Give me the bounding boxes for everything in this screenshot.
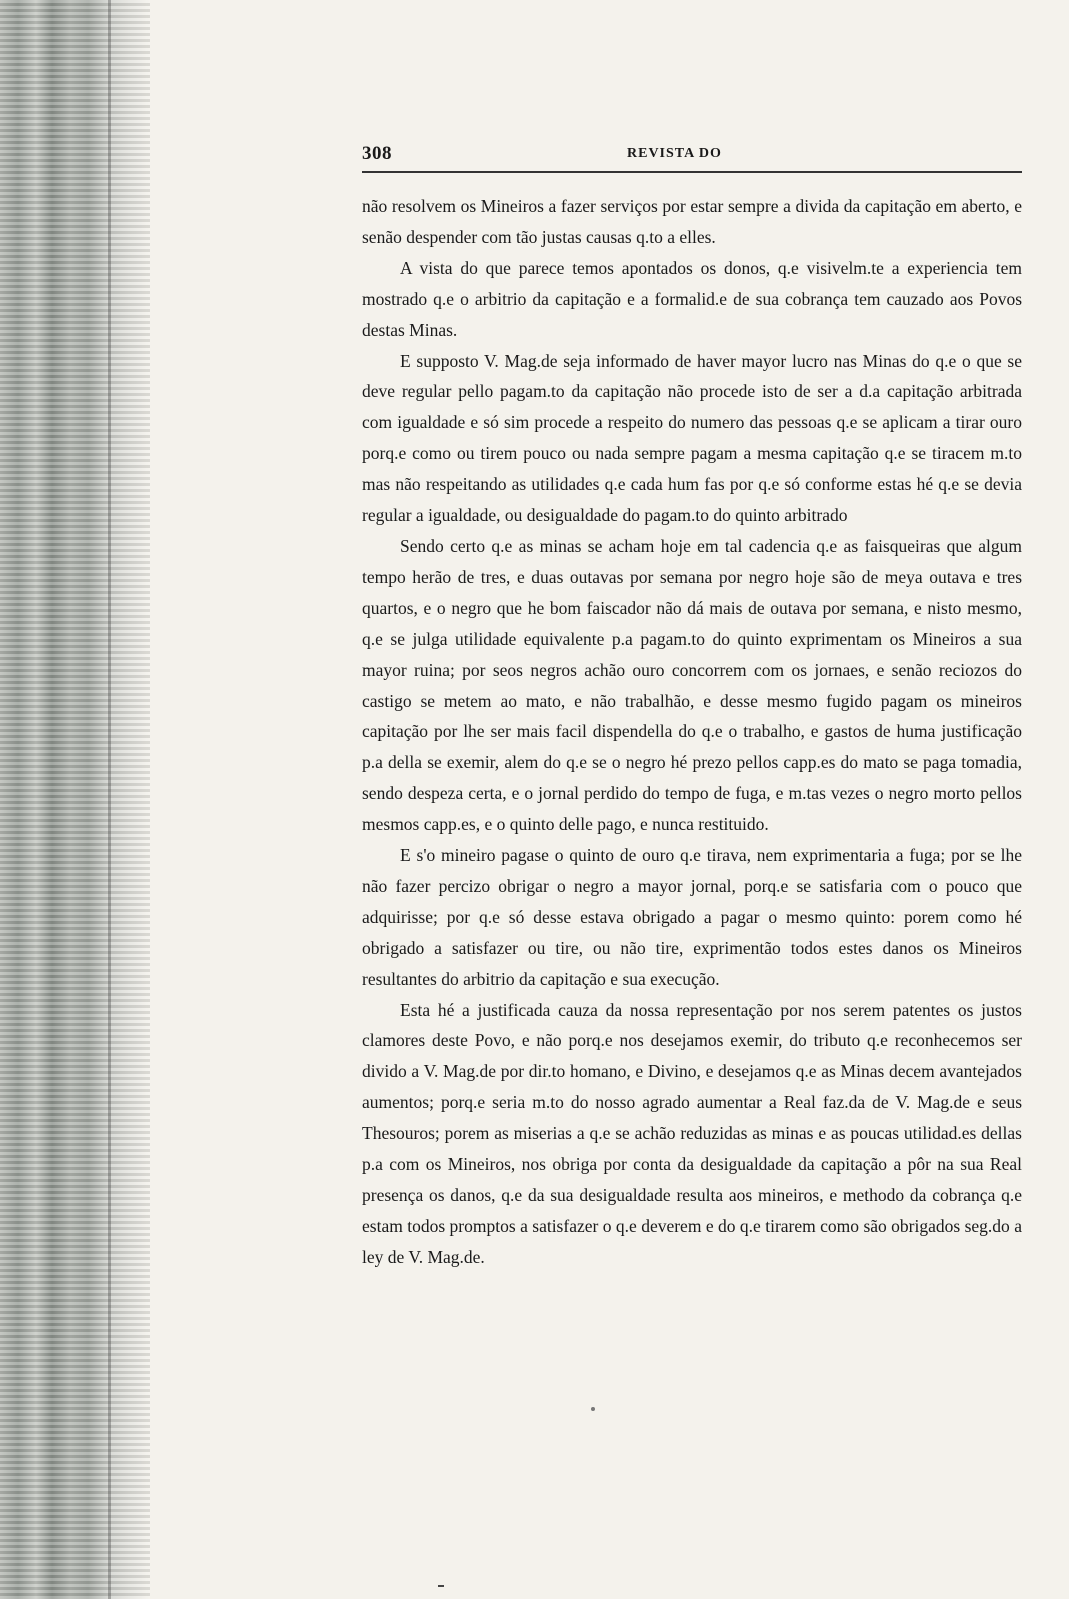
- paragraph: Esta hé a justificada cauza da nossa representação por nos serem patentes os justos clamores deste Povo, e não porq.e nos desejamos exemir, do tributo q.e reconhecemos ser divido a V. Mag.de por dir.to homano, e Divino, e desejamos q.e as Minas decem avantejados aumentos; porq.e seria m.to do nosso agrado aumentar a Real faz.da de V. Mag.de e seus Thesouros; porem as miserias a q.e se achão reduzidas as minas e as poucas utilidad.es dellas p.a com os Mineiros, nos obriga por conta da desigualdade da capitação a pôr na sua Real presença os danos, q.e da sua desigualdade resulta aos mineiros, e methodo da cobrança q.e estam todos promptos a satisfazer o q.e deverem e do q.e tirarem como são obrigados seg.do a ley de V. Mag.de.: [362, 999, 1022, 1267]
- paragraph: A vista do que parece temos apontados os donos, q.e visivelm.te a experiencia tem mostrado q.e o arbitrio da capitação e a formalid.e de sua cobrança tem cauzado aos Povos destas Minas.: [362, 257, 1022, 340]
- running-head: REVISTA DO: [627, 146, 722, 161]
- binding-edge-line: [108, 0, 111, 1599]
- header-rule: [362, 171, 1022, 173]
- page-number: 308: [362, 143, 392, 164]
- page-header: [362, 143, 1022, 171]
- body-text: [362, 191, 1022, 1273]
- paragraph: não resolvem os Mineiros a fazer serviços por estar sempre a divida da capitação em aberto, e senão despender com tão justas causas q.to a elles.: [362, 196, 1022, 247]
- paragraph: E supposto V. Mag.de seja informado de haver mayor lucro nas Minas do q.e o que se deve regular pello pagam.to da capitação não procede isto de ser a d.a capitação arbitrada com igualdade e só sim procede a respeito do numero das pessoas q.e se aplicam a tirar ouro porq.e como ou tirem pouco ou nada sempre pagam a mesma capitação q.e se tiracem m.to mas não respeitando as utilidades q.e cada hum fas por q.e só conforme estas hé q.e se devia regular a igualdade, ou desigualdade do pagam.to do quinto arbitrado: [362, 350, 1022, 526]
- page-binding-gutter: [0, 0, 150, 1599]
- paragraph: Sendo certo q.e as minas se acham hoje em tal cadencia q.e as faisqueiras que algum tempo herão de tres, e duas outavas por semana por negro hoje são de meya outava e tres quartos, e o negro que he bom faiscador não dá mais de outava por semana, e nisto mesmo, q.e se julga utilidade equivalente p.a pagam.to do quinto exprimentam os Mineiros a sua mayor ruina; por seos negros achão ouro concorrem com os jornaes, e senão reciozos do castigo se metem ao mato, e não trabalhão, e desse mesmo fugido pagam os mineiros capitação por lhe ser mais facil dispendella do q.e o trabalho, e gastos de huma justificação p.a della se exemir, alem do q.e se o negro hé prezo pellos capp.es do mato se paga tomadia, sendo despeza certa, e o jornal perdido do tempo de fuga, e m.tas vezes o negro morto pellos mesmos capp.es, e o quinto delle pago, e nunca restituido.: [362, 535, 1022, 835]
- ink-mark: [438, 1585, 444, 1587]
- ink-speck: [591, 1407, 595, 1411]
- paragraph: E s'o mineiro pagase o quinto de ouro q.e tirava, nem exprimentaria a fuga; por se lhe não fazer percizo obrigar o negro a mayor jornal, porq.e se satisfaria com o pouco que adquirisse; por q.e só desse estava obrigado a pagar o mesmo quinto: porem como hé obrigado a satisfazer ou tire, ou não tire, exprimentão todos estes danos os Mineiros resultantes do arbitrio da capitação e sua execução.: [362, 845, 1022, 989]
